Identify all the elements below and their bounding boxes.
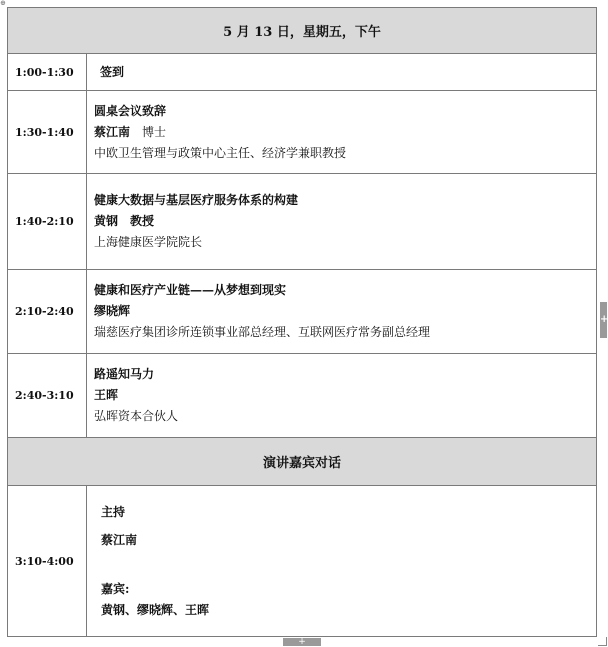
content-cell: [87, 486, 597, 637]
guests-label: 嘉宾:: [101, 581, 130, 596]
item-title: 圆桌会议致辞: [94, 103, 167, 118]
time-cell: 1:40-2:10: [8, 174, 87, 270]
table-header-row: [8, 8, 597, 54]
content-cell: [87, 354, 597, 438]
table-row: [8, 54, 597, 91]
agenda-table: [7, 7, 597, 637]
speaker-role: 教授: [130, 214, 155, 228]
time-cell: 3:10-4:00: [8, 486, 87, 637]
speaker-affiliation: 上海健康医学院院长: [94, 235, 203, 249]
time-cell: 2:40-3:10: [8, 354, 87, 438]
guests-names: 黄钢、缪晓辉、王晖: [101, 602, 210, 617]
table-resize-handle[interactable]: [598, 637, 607, 646]
table-row: [8, 174, 597, 270]
time-cell: 1:00-1:30: [8, 54, 87, 91]
dialogue-section-header: 演讲嘉宾对话: [8, 438, 597, 486]
item-title: 健康大数据与基层医疗服务体系的构建: [94, 193, 299, 207]
table-move-handle-icon[interactable]: ⊕: [0, 0, 6, 7]
table-row: [8, 354, 597, 438]
time-cell: 1:30-1:40: [8, 91, 87, 174]
table-row: [8, 486, 597, 637]
section-header-row: [8, 438, 597, 486]
speaker-name: 缪晓辉: [94, 304, 131, 318]
speaker-affiliation: 中欧卫生管理与政策中心主任、经济学兼职教授: [94, 145, 347, 160]
speaker-role: 博士: [142, 124, 167, 139]
item-title: 签到: [100, 64, 125, 79]
table-row: [8, 91, 597, 174]
item-title: 路遥知马力: [94, 367, 155, 381]
host-name: 蔡江南: [101, 532, 138, 547]
time-cell: 2:10-2:40: [8, 270, 87, 354]
speaker-name: 黄钢: [94, 214, 119, 228]
item-title: 健康和医疗产业链——从梦想到现实: [94, 283, 287, 297]
content-cell: [87, 270, 597, 354]
speaker-name: 王晖: [94, 388, 119, 402]
session-header: 5 月 13 日，星期五，下午: [8, 8, 597, 54]
content-cell: [87, 91, 597, 174]
table-insert-row-icon[interactable]: +: [283, 638, 321, 646]
content-cell: [87, 174, 597, 270]
content-cell: [87, 54, 597, 91]
table-row: [8, 270, 597, 354]
table-insert-column-icon[interactable]: +: [600, 302, 607, 338]
speaker-affiliation: 弘晖资本合伙人: [94, 409, 179, 423]
speaker-affiliation: 瑞慈医疗集团诊所连锁事业部总经理、互联网医疗常务副总经理: [94, 325, 431, 339]
speaker-name: 蔡江南: [94, 124, 131, 139]
host-label: 主持: [101, 504, 126, 519]
